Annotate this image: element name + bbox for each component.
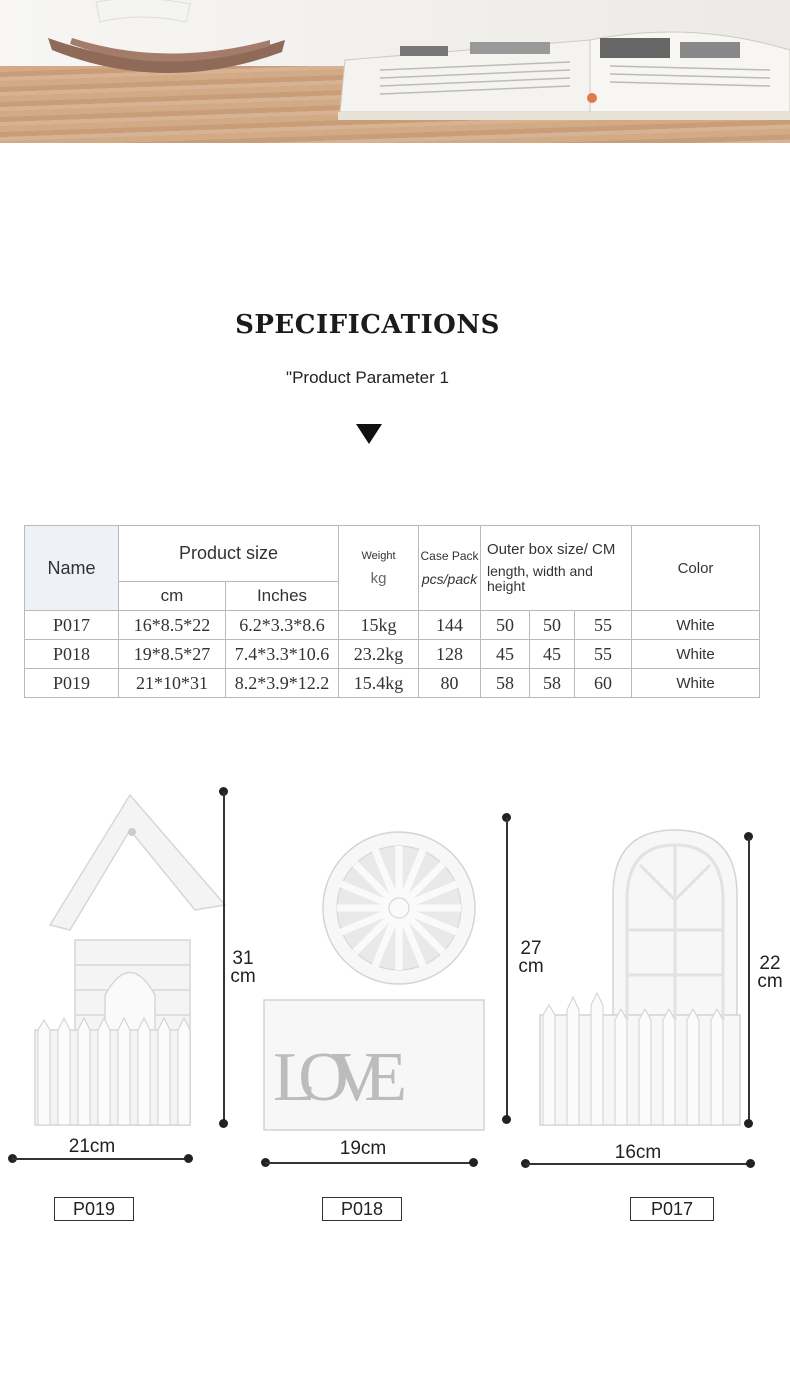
cell-name: P018	[25, 640, 119, 669]
cell-width: 45	[530, 640, 575, 669]
th-case-pack	[419, 526, 481, 611]
spec-table	[24, 525, 760, 698]
dimension-line	[12, 1158, 189, 1160]
cell-cm: 19*8.5*27	[119, 640, 226, 669]
th-case-pack-unit: pcs/pack	[421, 571, 478, 587]
th-outer-box-sub: length, width and height	[487, 563, 593, 594]
arrow-down-icon	[356, 424, 382, 444]
p017-height-unit: cm	[757, 971, 783, 992]
p019-width-label: 21cm	[68, 1136, 116, 1157]
cell-case-pack: 128	[419, 640, 481, 669]
th-outer-box	[481, 526, 632, 611]
dimension-dot	[219, 1119, 228, 1128]
th-inches: Inches	[226, 581, 339, 610]
dimension-dot	[746, 1159, 755, 1168]
cell-name: P017	[25, 611, 119, 640]
dimension-line	[525, 1163, 750, 1165]
p017-width-label: 16cm	[614, 1142, 662, 1163]
p018-height-unit: cm	[518, 956, 544, 977]
th-name: Name	[25, 526, 119, 611]
cell-color: White	[632, 640, 760, 669]
product-p017-image	[535, 825, 745, 1130]
dimension-line	[506, 818, 508, 1118]
p019-height-unit: cm	[230, 966, 256, 987]
cell-color: White	[632, 669, 760, 698]
p017-code-label: P017	[630, 1197, 714, 1221]
cell-case-pack: 144	[419, 611, 481, 640]
cell-weight: 15kg	[339, 611, 419, 640]
dimension-line	[748, 837, 750, 1124]
cell-height: 60	[575, 669, 632, 698]
product-p018-image	[262, 810, 487, 1135]
page-subtitle: "Product Parameter 1	[286, 368, 449, 387]
th-product-size: Product size	[119, 526, 339, 582]
page-title: SPECIFICATIONS	[235, 310, 500, 340]
cell-height: 55	[575, 640, 632, 669]
cell-width: 50	[530, 611, 575, 640]
p017-height-label	[752, 955, 788, 991]
table-row	[25, 640, 760, 669]
cell-inches: 7.4*3.3*10.6	[226, 640, 339, 669]
th-cm: cm	[119, 581, 226, 610]
cell-weight: 23.2kg	[339, 640, 419, 669]
p019-height-label	[226, 950, 260, 986]
p018-height-value: 27	[520, 938, 542, 959]
dimension-line	[223, 792, 225, 1122]
th-color: Color	[632, 526, 760, 611]
cell-case-pack: 80	[419, 669, 481, 698]
p019-height-value: 31	[232, 948, 254, 969]
table-row	[25, 611, 760, 640]
product-p019-image	[30, 790, 230, 1135]
p019-code-label: P019	[54, 1197, 134, 1221]
cell-length: 45	[481, 640, 530, 669]
th-case-pack-label: Case Pack	[420, 549, 479, 563]
cell-inches: 8.2*3.9*12.2	[226, 669, 339, 698]
th-weight-label: Weight	[361, 549, 396, 562]
cell-height: 55	[575, 611, 632, 640]
cell-color: White	[632, 611, 760, 640]
th-weight	[339, 526, 419, 611]
cell-name: P019	[25, 669, 119, 698]
cell-length: 50	[481, 611, 530, 640]
p018-code-label: P018	[322, 1197, 402, 1221]
th-outer-box-label: Outer box size/ CM	[487, 541, 616, 558]
dimension-dot	[502, 1115, 511, 1124]
table-row	[25, 669, 760, 698]
p017-height-value: 22	[759, 953, 781, 974]
hero-photo	[0, 0, 790, 143]
cell-length: 58	[481, 669, 530, 698]
hero-illustration	[0, 0, 790, 143]
dimension-dot	[184, 1154, 193, 1163]
cell-width: 58	[530, 669, 575, 698]
th-weight-unit: kg	[370, 569, 387, 587]
dimension-line	[265, 1162, 473, 1164]
dimension-dot	[744, 1119, 753, 1128]
cell-weight: 15.4kg	[339, 669, 419, 698]
dimension-dot	[469, 1158, 478, 1167]
cell-cm: 16*8.5*22	[119, 611, 226, 640]
p018-love-text: LOVE	[273, 1039, 407, 1116]
p018-width-label: 19cm	[339, 1138, 387, 1159]
cell-cm: 21*10*31	[119, 669, 226, 698]
cell-inches: 6.2*3.3*8.6	[226, 611, 339, 640]
